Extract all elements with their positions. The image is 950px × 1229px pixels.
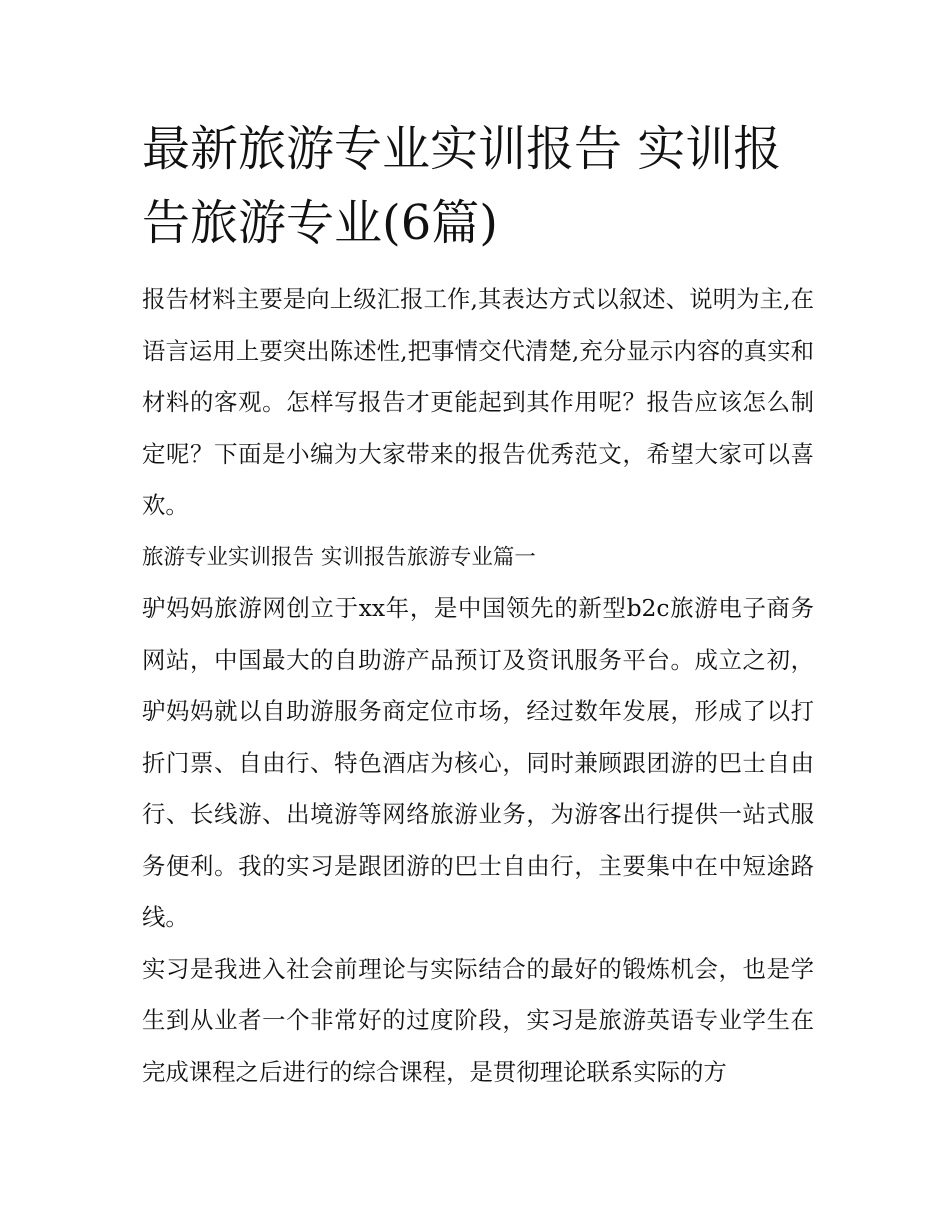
section-heading: 旅游专业实训报告 实训报告旅游专业篇一 — [142, 544, 536, 570]
body-paragraph-2: 实习是我进入社会前理论与实际结合的最好的锻炼机会，也是学生到从业者一个非常好的过度阶段，实习是旅游英语专业学生在完成课程之后进行的综合课程，是贯彻理论联系实际的方 — [142, 954, 814, 1086]
intro-paragraph: 报告材料主要是向上级汇报工作,其表达方式以叙述、说明为主,在语言运用上要突出陈述性,把事情交代清楚,充分显示内容的真实和材料的客观。怎样写报告才更能起到其作用呢？报告应该怎么制定呢？下面是小编为大家带来的报告优秀范文，希望大家可以喜欢。 — [142, 285, 814, 519]
document-title: 最新旅游专业实训报告 实训报告旅游专业(6篇) — [142, 121, 782, 251]
body-paragraph-1: 驴妈妈旅游网创立于xx年，是中国领先的新型b2c旅游电子商务网站，中国最大的自助游产品预订及资讯服务平台。成立之初，驴妈妈就以自助游服务商定位市场，经过数年发展，形成了以打折门票、自由行、特色酒店为核心，同时兼顾跟团游的巴士自由行、长线游、出境游等网络旅游业务，为游客出行提供一站式服务便利。我的实习是跟团游的巴士自由行，主要集中在中短途路线。 — [142, 594, 814, 931]
document-page — [142, 112, 814, 1098]
